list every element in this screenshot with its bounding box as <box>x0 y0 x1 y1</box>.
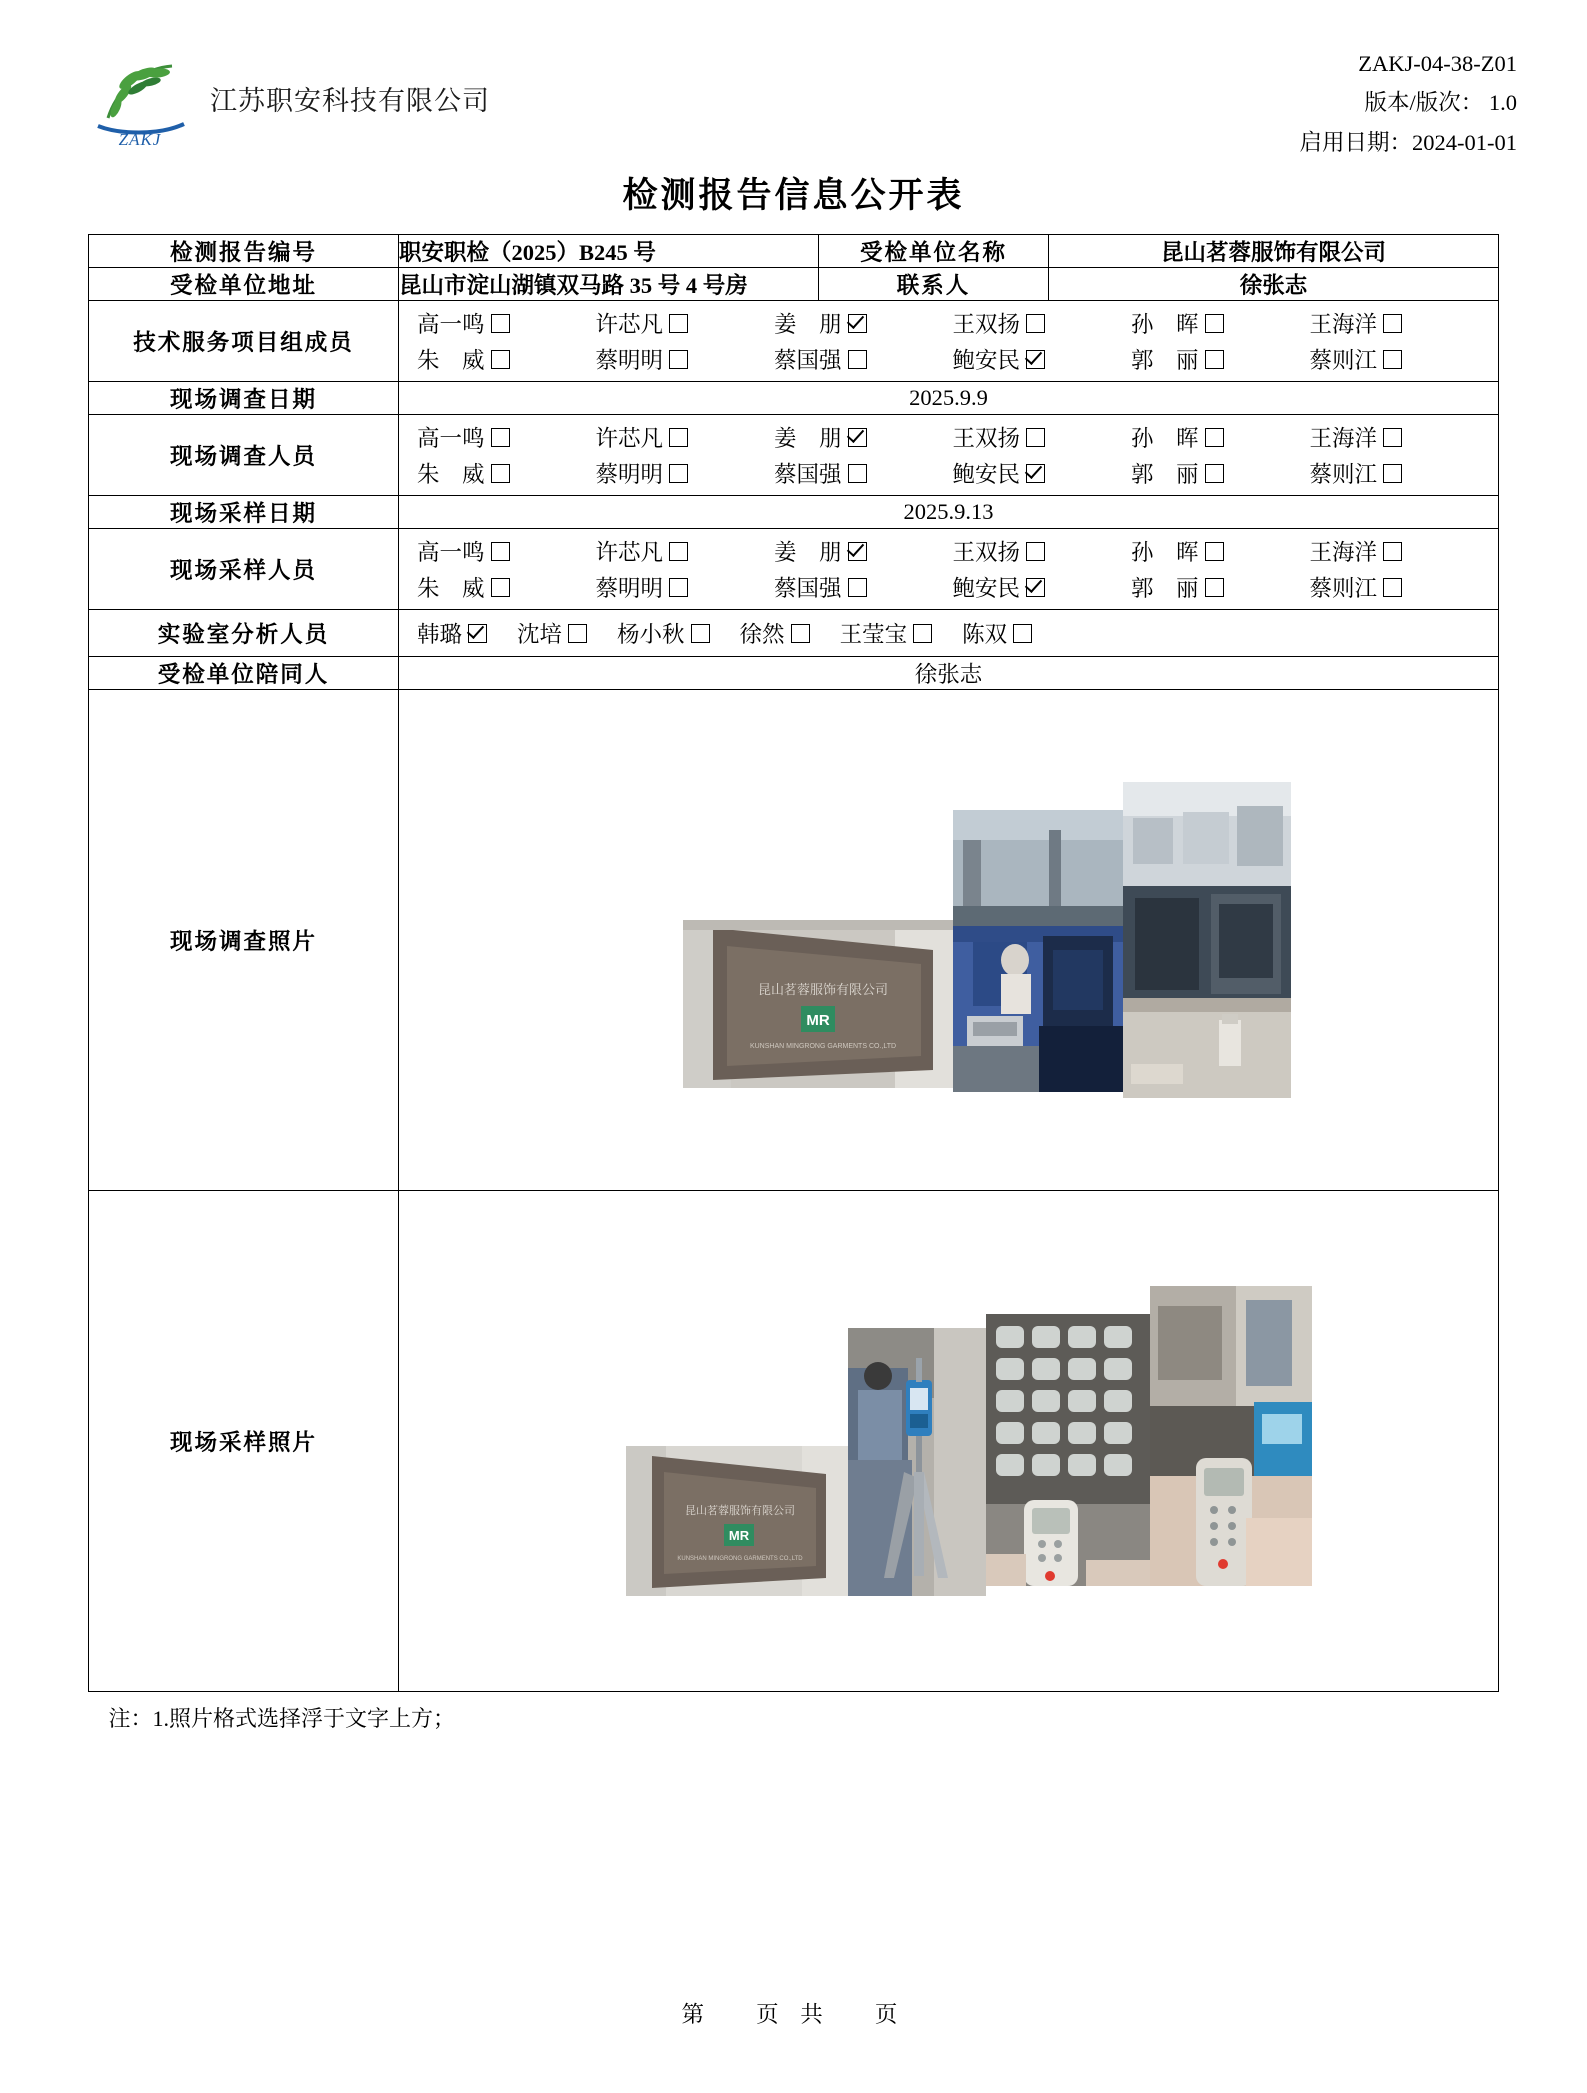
person-name: 徐然 <box>739 622 785 647</box>
lab-staff-label: 实验室分析人员 <box>89 610 399 657</box>
company-name: 江苏职安科技有限公司 <box>210 85 490 116</box>
checkbox-item[interactable] <box>774 571 953 603</box>
checkbox-item[interactable] <box>596 307 775 339</box>
checkbox-item[interactable] <box>1310 343 1489 375</box>
svg-text:MR: MR <box>805 1012 830 1029</box>
person-name: 陈双 <box>962 622 1008 647</box>
checkbox-item[interactable] <box>774 421 953 453</box>
survey-staff-cell <box>399 415 1499 496</box>
checkbox-icon[interactable] <box>913 624 932 643</box>
checkbox-icon-checked[interactable] <box>1026 464 1045 483</box>
person-name: 朱 威 <box>417 348 485 373</box>
checkbox-item[interactable] <box>1131 421 1310 453</box>
photo-site-sign-2 <box>626 1446 848 1596</box>
survey-date-value: 2025.9.9 <box>399 382 1499 415</box>
checkbox-item[interactable] <box>1131 571 1310 603</box>
survey-date-label: 现场调查日期 <box>89 382 399 415</box>
lab-staff-cell <box>399 610 1499 657</box>
checkbox-item[interactable] <box>1131 307 1310 339</box>
checkbox-item[interactable] <box>596 571 775 603</box>
checkbox-item[interactable] <box>1310 571 1489 603</box>
person-name: 姜 朋 <box>774 426 842 451</box>
table-row <box>89 1191 1499 1692</box>
checkbox-icon[interactable] <box>669 578 688 597</box>
table-row <box>89 496 1499 529</box>
svg-text:昆山茗蓉服饰有限公司: 昆山茗蓉服饰有限公司 <box>757 982 888 997</box>
checkbox-item[interactable] <box>417 421 596 453</box>
table-row <box>89 382 1499 415</box>
checkbox-item[interactable] <box>596 421 775 453</box>
checkbox-icon[interactable] <box>848 578 867 597</box>
person-name: 许芯凡 <box>595 312 664 337</box>
person-name: 鲍安民 <box>952 348 1021 373</box>
checkbox-icon[interactable] <box>1205 578 1224 597</box>
table-row <box>89 301 1499 382</box>
person-name: 许芯凡 <box>595 540 664 565</box>
checkbox-item[interactable] <box>840 617 933 649</box>
person-name: 鲍安民 <box>952 576 1021 601</box>
contact-value: 徐张志 <box>1049 268 1499 301</box>
photo-strip <box>626 1286 1312 1596</box>
checkbox-item[interactable] <box>774 535 953 567</box>
table-row <box>89 529 1499 610</box>
checkbox-icon-checked[interactable] <box>848 314 867 333</box>
checkbox-item[interactable] <box>417 571 596 603</box>
lab-staff-checklist <box>399 610 1498 656</box>
person-name: 孙 晖 <box>1131 312 1199 337</box>
checkbox-item[interactable] <box>596 457 775 489</box>
person-name: 蔡国强 <box>774 348 842 373</box>
checkbox-icon-checked[interactable] <box>848 428 867 447</box>
person-name: 姜 朋 <box>774 312 842 337</box>
table-row <box>89 415 1499 496</box>
svg-text:MR: MR <box>728 1528 749 1543</box>
photo-workshop-1 <box>953 810 1123 1092</box>
person-name: 郭 丽 <box>1131 348 1199 373</box>
checkbox-icon[interactable] <box>669 464 688 483</box>
checkbox-item[interactable] <box>417 457 596 489</box>
checkbox-item[interactable] <box>1131 535 1310 567</box>
checkbox-icon-checked[interactable] <box>468 624 487 643</box>
checkbox-icon[interactable] <box>669 428 688 447</box>
person-name: 孙 晖 <box>1131 540 1199 565</box>
checkbox-icon[interactable] <box>568 624 587 643</box>
team-members-cell <box>399 301 1499 382</box>
person-name: 王海洋 <box>1309 312 1378 337</box>
person-name: 蔡则江 <box>1309 348 1378 373</box>
table-row <box>89 657 1499 690</box>
checkbox-icon-checked[interactable] <box>1026 350 1045 369</box>
person-name: 沈培 <box>517 622 563 647</box>
checkbox-item[interactable] <box>417 343 596 375</box>
checkbox-icon[interactable] <box>669 314 688 333</box>
checkbox-item[interactable] <box>1310 535 1489 567</box>
sampling-staff-checklist <box>399 529 1498 609</box>
checkbox-item[interactable] <box>953 535 1132 567</box>
person-name: 王双扬 <box>952 312 1021 337</box>
checkbox-item[interactable] <box>774 343 953 375</box>
table-row <box>89 268 1499 301</box>
sampling-staff-label: 现场采样人员 <box>89 529 399 610</box>
checkbox-item[interactable] <box>1310 457 1489 489</box>
person-name: 杨小秋 <box>617 622 685 647</box>
photo-sampler-tripod <box>848 1328 986 1596</box>
survey-photo-group <box>399 690 1498 1190</box>
person-name: 朱 威 <box>417 576 485 601</box>
survey-staff-checklist <box>399 415 1498 495</box>
checkbox-icon[interactable] <box>1013 624 1032 643</box>
person-name: 王双扬 <box>952 426 1021 451</box>
sampling-staff-cell <box>399 529 1499 610</box>
person-name: 蔡则江 <box>1309 462 1378 487</box>
svg-text:KUNSHAN MINGRONG GARMENTS CO.,: KUNSHAN MINGRONG GARMENTS CO.,LTD <box>749 1043 896 1050</box>
checkbox-icon[interactable] <box>1383 428 1402 447</box>
person-name: 许芯凡 <box>595 426 664 451</box>
escort-label: 受检单位陪同人 <box>89 657 399 690</box>
sampling-date-label: 现场采样日期 <box>89 496 399 529</box>
report-no-label: 检测报告编号 <box>89 235 399 268</box>
checkbox-icon[interactable] <box>1026 542 1045 561</box>
photo-strip <box>683 782 1291 1098</box>
sampling-date-value: 2025.9.13 <box>399 496 1499 529</box>
checkbox-icon[interactable] <box>491 314 510 333</box>
company-logo-icon <box>88 46 192 150</box>
checkbox-icon[interactable] <box>1383 542 1402 561</box>
client-name-value: 昆山茗蓉服饰有限公司 <box>1049 235 1499 268</box>
sampling-photos-cell <box>399 1191 1499 1692</box>
team-members-checklist <box>399 301 1498 381</box>
checkbox-item[interactable] <box>740 617 810 649</box>
svg-text:KUNSHAN MINGRONG GARMENTS CO.,: KUNSHAN MINGRONG GARMENTS CO.,LTD <box>676 1556 803 1562</box>
svg-text:ZAKJ: ZAKJ <box>118 130 162 149</box>
table-notes: 注：1.照片格式选择浮于文字上方； <box>108 1706 456 1731</box>
survey-staff-label: 现场调查人员 <box>89 415 399 496</box>
checkbox-item[interactable] <box>953 421 1132 453</box>
survey-photos-cell <box>399 690 1499 1191</box>
team-members-label: 技术服务项目组成员 <box>89 301 399 382</box>
checkbox-icon[interactable] <box>491 350 510 369</box>
person-name: 蔡国强 <box>774 576 842 601</box>
person-name: 蔡国强 <box>774 462 842 487</box>
checkbox-item[interactable] <box>953 571 1132 603</box>
checkbox-item[interactable] <box>596 343 775 375</box>
checkbox-item[interactable] <box>953 307 1132 339</box>
table-row <box>89 610 1499 657</box>
sampling-photo-group <box>399 1191 1498 1691</box>
person-name: 姜 朋 <box>774 540 842 565</box>
report-no-value: 职安职检（2025）B245 号 <box>399 235 819 268</box>
person-name: 王海洋 <box>1309 540 1378 565</box>
checkbox-icon[interactable] <box>848 464 867 483</box>
checkbox-item[interactable] <box>417 307 596 339</box>
person-name: 高一鸣 <box>417 540 485 565</box>
checkbox-item[interactable] <box>417 617 487 649</box>
client-address-value: 昆山市淀山湖镇双马路 35 号 4 号房 <box>399 268 819 301</box>
sampling-photos-label: 现场采样照片 <box>89 1191 399 1692</box>
client-name-label: 受检单位名称 <box>819 235 1049 268</box>
checkbox-icon[interactable] <box>491 464 510 483</box>
checkbox-icon[interactable] <box>848 350 867 369</box>
checkbox-icon-checked[interactable] <box>848 542 867 561</box>
photo-workshop-2 <box>1123 782 1291 1098</box>
brand-block <box>60 28 490 150</box>
checkbox-icon[interactable] <box>1026 314 1045 333</box>
document-header <box>60 28 1527 158</box>
photo-site-sign <box>683 920 953 1088</box>
checkbox-item[interactable] <box>1310 421 1489 453</box>
report-info-table <box>88 234 1499 1692</box>
photo-handheld-2 <box>1150 1286 1312 1586</box>
person-name: 王双扬 <box>952 540 1021 565</box>
checkbox-icon[interactable] <box>1205 314 1224 333</box>
checkbox-item[interactable] <box>953 457 1132 489</box>
checkbox-item[interactable] <box>1310 307 1489 339</box>
doc-version: 版本/版次： 1.0 <box>1364 90 1517 116</box>
checkbox-icon[interactable] <box>1205 428 1224 447</box>
checkbox-item[interactable] <box>417 535 596 567</box>
person-name: 蔡明明 <box>595 348 664 373</box>
checkbox-item[interactable] <box>1131 343 1310 375</box>
checkbox-icon[interactable] <box>669 542 688 561</box>
checkbox-icon[interactable] <box>1383 578 1402 597</box>
person-name: 蔡明明 <box>595 462 664 487</box>
checkbox-item[interactable] <box>617 617 710 649</box>
photo-handheld-1 <box>986 1314 1150 1586</box>
person-name: 郭 丽 <box>1131 576 1199 601</box>
checkbox-icon[interactable] <box>1383 464 1402 483</box>
checkbox-icon[interactable] <box>691 624 710 643</box>
checkbox-icon-checked[interactable] <box>1026 578 1045 597</box>
checkbox-item[interactable] <box>596 535 775 567</box>
client-address-label: 受检单位地址 <box>89 268 399 301</box>
contact-label: 联系人 <box>819 268 1049 301</box>
person-name: 韩璐 <box>417 622 463 647</box>
checkbox-icon[interactable] <box>669 350 688 369</box>
checkbox-item[interactable] <box>774 457 953 489</box>
person-name: 鲍安民 <box>952 462 1021 487</box>
svg-text:昆山茗蓉服饰有限公司: 昆山茗蓉服饰有限公司 <box>684 1505 795 1517</box>
person-name: 郭 丽 <box>1131 462 1199 487</box>
person-name: 蔡则江 <box>1309 576 1378 601</box>
doc-code: ZAKJ-04-38-Z01 <box>1358 51 1517 76</box>
table-row <box>89 690 1499 1191</box>
document-meta <box>1300 28 1528 162</box>
page-footer: 第 页 共 页 <box>681 2002 906 2027</box>
checkbox-icon[interactable] <box>1383 350 1402 369</box>
table-row <box>89 235 1499 268</box>
checkbox-item[interactable] <box>953 343 1132 375</box>
checkbox-icon[interactable] <box>1205 464 1224 483</box>
checkbox-icon[interactable] <box>1205 542 1224 561</box>
checkbox-icon[interactable] <box>491 428 510 447</box>
checkbox-icon[interactable] <box>1026 428 1045 447</box>
person-name: 蔡明明 <box>595 576 664 601</box>
checkbox-icon[interactable] <box>491 578 510 597</box>
checkbox-item[interactable] <box>517 617 587 649</box>
checkbox-icon[interactable] <box>791 624 810 643</box>
person-name: 孙 晖 <box>1131 426 1199 451</box>
checkbox-icon[interactable] <box>491 542 510 561</box>
person-name: 王海洋 <box>1309 426 1378 451</box>
checkbox-item[interactable] <box>774 307 953 339</box>
survey-photos-label: 现场调查照片 <box>89 690 399 1191</box>
checkbox-item[interactable] <box>1131 457 1310 489</box>
checkbox-icon[interactable] <box>1205 350 1224 369</box>
doc-effective-date: 启用日期：2024-01-01 <box>1299 129 1517 155</box>
person-name: 朱 威 <box>417 462 485 487</box>
checkbox-item[interactable] <box>962 617 1032 649</box>
checkbox-icon[interactable] <box>1383 314 1402 333</box>
person-name: 高一鸣 <box>417 426 485 451</box>
person-name: 高一鸣 <box>417 312 485 337</box>
escort-value: 徐张志 <box>399 657 1499 690</box>
person-name: 王莹宝 <box>839 622 908 647</box>
page-title: 检测报告信息公开表 <box>622 176 965 215</box>
